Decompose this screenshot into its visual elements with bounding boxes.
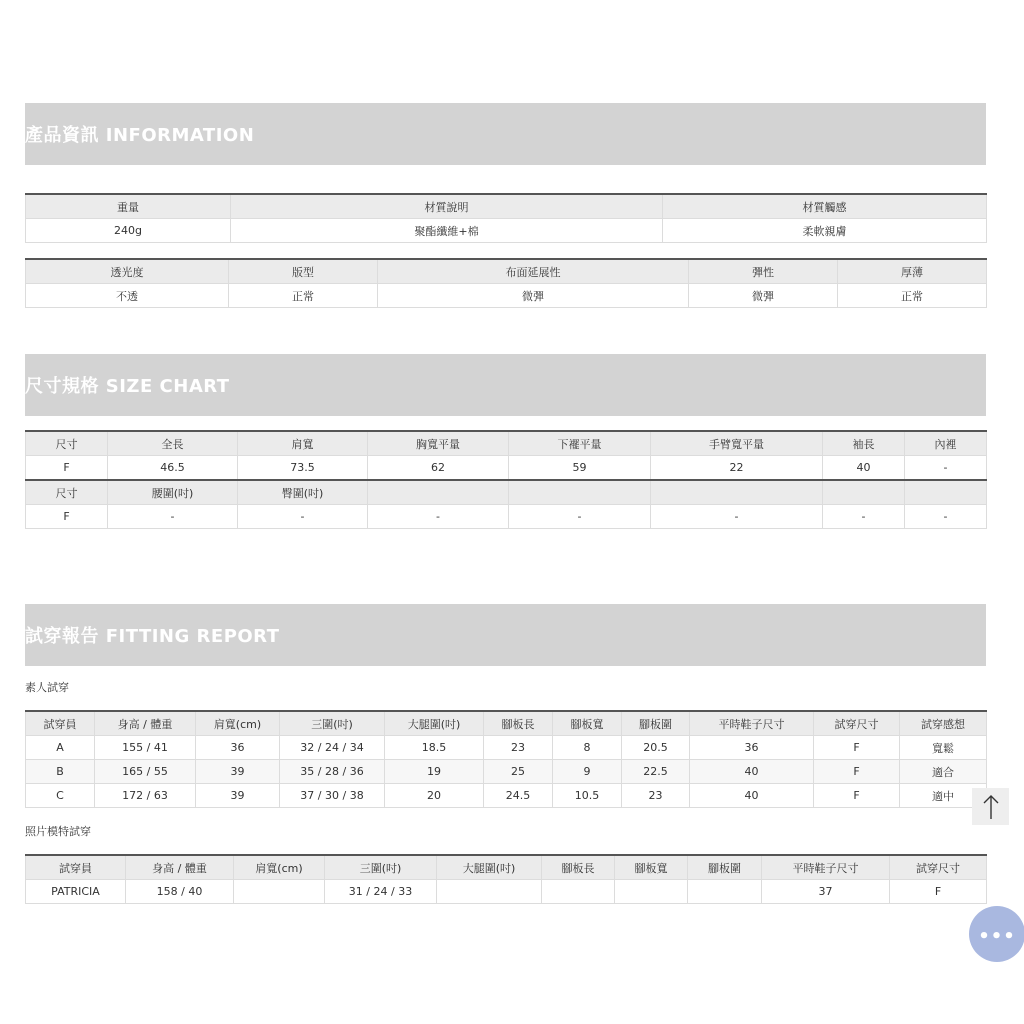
table-cell: B: [26, 760, 95, 784]
page-bottom-area: [0, 940, 1024, 1024]
table-cell: 22.5: [622, 760, 690, 784]
table-cell: [615, 880, 688, 904]
table-header-cell: 透光度: [26, 259, 229, 284]
amateur-fitting-table: [25, 710, 987, 808]
table-cell: 240g: [26, 219, 231, 243]
table-header-cell: 三圍(吋): [280, 711, 385, 736]
table-cell: -: [905, 505, 987, 529]
table-row: [26, 736, 987, 760]
table-header-row: [26, 259, 987, 284]
table-cell: 23: [622, 784, 690, 808]
table-row: [26, 784, 987, 808]
table-header-cell: 版型: [229, 259, 378, 284]
table-cell: 37 / 30 / 38: [280, 784, 385, 808]
table-header-cell: [823, 480, 905, 505]
table-cell: F: [26, 456, 108, 481]
table-header-cell: 平時鞋子尺寸: [762, 855, 890, 880]
table-cell: 20.5: [622, 736, 690, 760]
table-cell: 22: [651, 456, 823, 481]
table-header-cell: 腳板圍: [688, 855, 762, 880]
product-info-section: [25, 103, 986, 165]
table-cell: 172 / 63: [95, 784, 196, 808]
table-cell: 20: [385, 784, 484, 808]
table-cell: F: [814, 760, 900, 784]
product-info-table-1: [25, 193, 987, 243]
table-cell: [234, 880, 325, 904]
table-header-cell: 肩寬(cm): [196, 711, 280, 736]
table-cell: 19: [385, 760, 484, 784]
table-header-cell: [905, 480, 987, 505]
table-row: [26, 219, 987, 243]
amateur-fitting-label: 素人試穿: [25, 681, 69, 694]
table-cell: 正常: [229, 284, 378, 308]
table-cell: -: [509, 505, 651, 529]
table-header-cell: 試穿員: [26, 855, 126, 880]
table-header-row: [26, 480, 987, 505]
table-header-cell: 材質說明: [231, 194, 663, 219]
table-header-cell: 試穿尺寸: [890, 855, 987, 880]
table-header-cell: 腳板圍: [622, 711, 690, 736]
fitting-report-header: [25, 604, 986, 666]
table-cell: 31 / 24 / 33: [325, 880, 437, 904]
table-header-row: [26, 194, 987, 219]
table-row: [26, 284, 987, 308]
table-header-cell: 肩寬(cm): [234, 855, 325, 880]
table-cell: C: [26, 784, 95, 808]
table-cell: 37: [762, 880, 890, 904]
table-cell: 40: [690, 784, 814, 808]
table-header-cell: 內裡: [905, 431, 987, 456]
table-cell: 不透: [26, 284, 229, 308]
table-cell: [437, 880, 542, 904]
table-cell: 微彈: [378, 284, 689, 308]
chat-bubble-icon: •••: [978, 925, 1016, 947]
table-cell: A: [26, 736, 95, 760]
table-cell: -: [823, 505, 905, 529]
table-row: [26, 456, 987, 481]
table-header-cell: 腰圍(吋): [108, 480, 238, 505]
table-cell: PATRICIA: [26, 880, 126, 904]
table-cell: 59: [509, 456, 651, 481]
table-cell: 柔軟親膚: [663, 219, 987, 243]
table-cell: 8: [553, 736, 622, 760]
table-header-cell: 下襬平量: [509, 431, 651, 456]
model-fitting-label: 照片模特試穿: [25, 825, 91, 838]
table-cell: 25: [484, 760, 553, 784]
table-cell: 40: [823, 456, 905, 481]
table-cell: 62: [368, 456, 509, 481]
table-header-cell: 試穿感想: [900, 711, 987, 736]
table-cell: F: [814, 736, 900, 760]
product-info-title: 產品資訊 INFORMATION: [25, 125, 255, 146]
table-cell: 18.5: [385, 736, 484, 760]
table-cell: [688, 880, 762, 904]
table-cell: 158 / 40: [126, 880, 234, 904]
table-header-cell: 手臂寬平量: [651, 431, 823, 456]
product-info-header: [25, 103, 986, 165]
table-header-cell: 厚薄: [838, 259, 987, 284]
table-cell: 微彈: [689, 284, 838, 308]
table-cell: 35 / 28 / 36: [280, 760, 385, 784]
table-header-cell: [509, 480, 651, 505]
table-cell: 寬鬆: [900, 736, 987, 760]
size-chart-title: 尺寸規格 SIZE CHART: [25, 376, 230, 397]
model-fitting-table: [25, 854, 987, 904]
table-header-cell: 肩寬: [238, 431, 368, 456]
table-header-cell: 腳板寬: [553, 711, 622, 736]
table-header-cell: 身高 / 體重: [95, 711, 196, 736]
table-header-cell: 袖長: [823, 431, 905, 456]
table-cell: 10.5: [553, 784, 622, 808]
table-cell: 適合: [900, 760, 987, 784]
product-info-table-2: [25, 258, 987, 308]
table-header-cell: 彈性: [689, 259, 838, 284]
table-cell: -: [108, 505, 238, 529]
table-cell: -: [651, 505, 823, 529]
size-chart-header: [25, 354, 986, 416]
table-row: [26, 880, 987, 904]
table-header-cell: 平時鞋子尺寸: [690, 711, 814, 736]
table-cell: 23: [484, 736, 553, 760]
table-cell: 適中: [900, 784, 987, 808]
table-header-cell: [651, 480, 823, 505]
table-header-cell: 試穿員: [26, 711, 95, 736]
table-header-cell: 全長: [108, 431, 238, 456]
table-header-cell: 腳板長: [484, 711, 553, 736]
table-header-row: [26, 431, 987, 456]
size-chart-section: [25, 354, 986, 416]
table-cell: 155 / 41: [95, 736, 196, 760]
table-cell: 165 / 55: [95, 760, 196, 784]
table-cell: -: [905, 456, 987, 481]
chat-button[interactable]: [969, 906, 1024, 962]
table-header-cell: 布面延展性: [378, 259, 689, 284]
table-header-cell: [368, 480, 509, 505]
table-header-cell: 尺寸: [26, 431, 108, 456]
table-cell: 39: [196, 784, 280, 808]
table-cell: 24.5: [484, 784, 553, 808]
table-header-cell: 腳板長: [542, 855, 615, 880]
table-row: [26, 760, 987, 784]
table-cell: -: [238, 505, 368, 529]
table-cell: F: [890, 880, 987, 904]
table-cell: 36: [196, 736, 280, 760]
table-cell: 73.5: [238, 456, 368, 481]
table-header-cell: 大腿圍(吋): [437, 855, 542, 880]
table-row: [26, 505, 987, 529]
table-cell: [542, 880, 615, 904]
table-header-cell: 臀圍(吋): [238, 480, 368, 505]
table-header-row: [26, 855, 987, 880]
table-cell: 正常: [838, 284, 987, 308]
table-header-cell: 胸寬平量: [368, 431, 509, 456]
fitting-report-title: 試穿報告 FITTING REPORT: [25, 626, 280, 647]
table-header-cell: 三圍(吋): [325, 855, 437, 880]
table-header-cell: 尺寸: [26, 480, 108, 505]
table-cell: F: [814, 784, 900, 808]
table-cell: 36: [690, 736, 814, 760]
table-cell: -: [368, 505, 509, 529]
table-cell: F: [26, 505, 108, 529]
table-cell: 46.5: [108, 456, 238, 481]
table-header-cell: 試穿尺寸: [814, 711, 900, 736]
table-header-cell: 腳板寬: [615, 855, 688, 880]
size-chart-table: [25, 430, 987, 529]
table-cell: 40: [690, 760, 814, 784]
table-cell: 32 / 24 / 34: [280, 736, 385, 760]
table-header-cell: 身高 / 體重: [126, 855, 234, 880]
table-cell: 聚酯纖維+棉: [231, 219, 663, 243]
table-cell: 39: [196, 760, 280, 784]
table-cell: 9: [553, 760, 622, 784]
table-header-cell: 大腿圍(吋): [385, 711, 484, 736]
table-header-cell: 重量: [26, 194, 231, 219]
scroll-to-top-button[interactable]: [972, 788, 1009, 825]
table-header-cell: 材質觸感: [663, 194, 987, 219]
fitting-report-section: [25, 604, 986, 666]
table-header-row: [26, 711, 987, 736]
arrow-up-icon: [981, 794, 1001, 820]
